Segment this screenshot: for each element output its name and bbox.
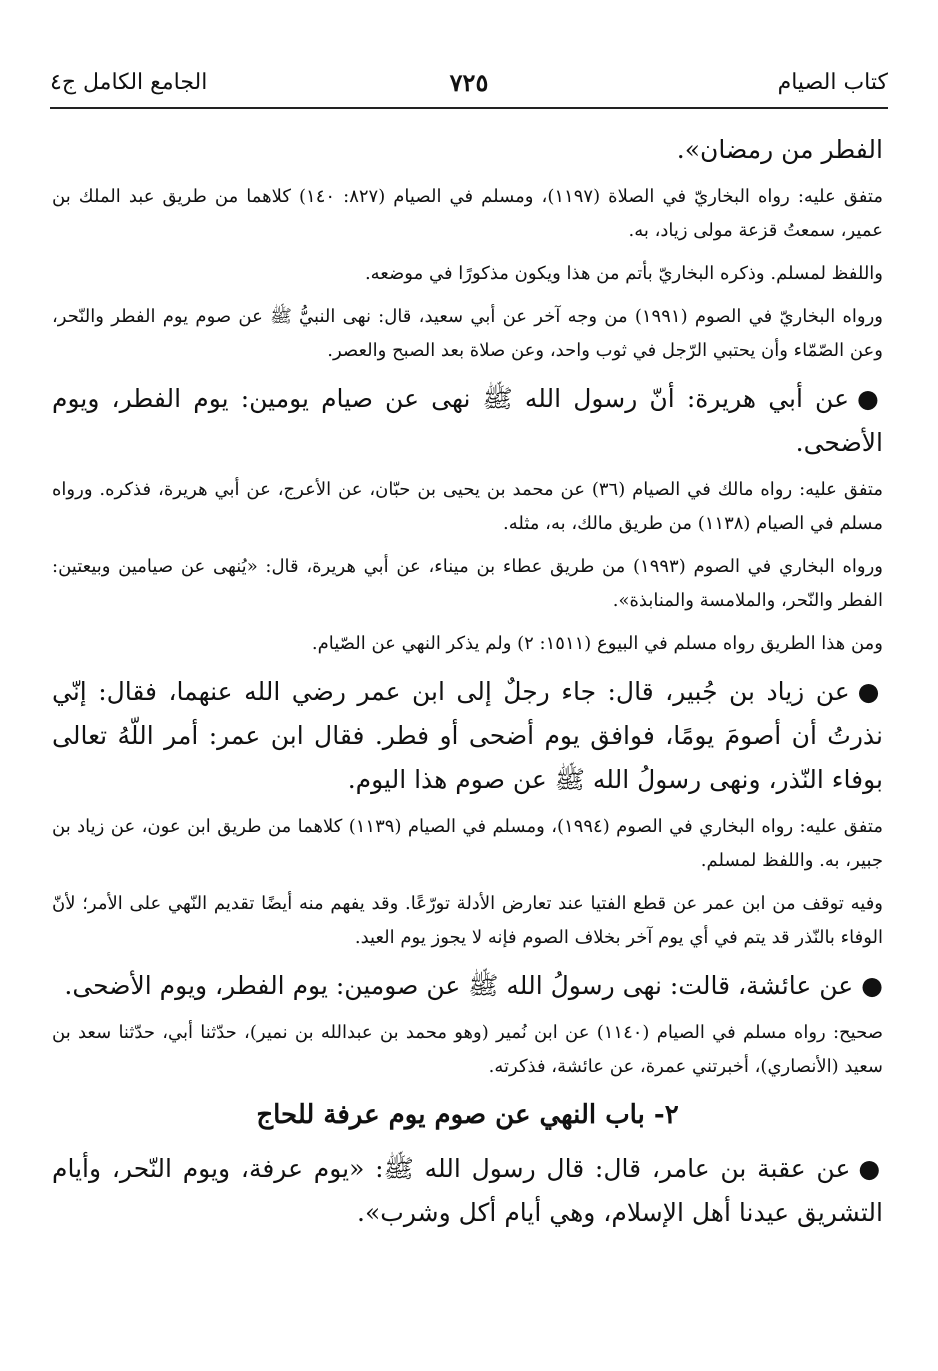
takhrij-note: ورواه البخاري في الصوم (١٩٩٣) من طريق عطاء بن ميناء، عن أبي هريرة، قال: «يُنهى عن صيامين وبيعتين: الفطر والنّحر، والملامسة والمنابذة».: [52, 556, 883, 611]
section-heading: ٢- باب النهي عن صوم يوم عرفة للحاج: [256, 1100, 679, 1130]
header-rule: [50, 107, 888, 109]
commentary-note: وفيه توقف من ابن عمر عن قطع الفتيا عند تعارض الأدلة تورّعًا. وقد يفهم منه أيضًا تقديم النّهي على الأمر؛ لأنّ الوفاء بالنّذر قد يتم في أي يوم آخر بخلاف الصوم فإنه لا يجوز يوم العيد.: [52, 893, 883, 948]
bullet-icon: ●: [857, 677, 883, 706]
takhrij-note: صحيح: رواه مسلم في الصيام (١١٤٠) عن ابن نُمير (وهو محمد بن عبدالله بن نمير)، حدّثنا أبي، حدّثنا سعد بن سعيد (الأنصاري)، أخبرتني عمرة، عن عائشة، فذكرته.: [52, 1022, 883, 1077]
chapter-title: كتاب الصيام: [777, 70, 888, 95]
hadith-text-continuation: الفطر من رمضان».: [676, 135, 883, 164]
hadith-text: ●عن زياد بن جُبير، قال: جاء رجلٌ إلى ابن عمر رضي الله عنهما، فقال: إنّي نذرتُ أن أصومَ يومًا، فوافق يوم أضحى أو فطر. فقال ابن عمر: أمر اللّهُ تعالى بوفاء النّذر، ونهى رسولُ الله ﷺ عن صوم هذا اليوم.: [52, 677, 883, 794]
commentary-note: واللفظ لمسلم. وذكره البخاريّ بأتم من هذا ويكون مذكورًا في موضعه.: [364, 263, 883, 284]
page-header: [50, 64, 888, 104]
hadith-text: ●عن أبي هريرة: أنّ رسول الله ﷺ نهى عن صيام يومين: يوم الفطر، ويوم الأضحى.: [52, 384, 883, 457]
page-body: [52, 128, 883, 1243]
takhrij-note: متفق عليه: رواه مالك في الصيام (٣٦) عن محمد بن يحيى بن حبّان، عن الأعرج، عن أبي هريرة، فذكره. ورواه مسلم في الصيام (١١٣٨) من طريق مالك، به، مثله.: [52, 479, 884, 534]
page-number: ٧٢٥: [449, 68, 489, 97]
takhrij-note: ورواه البخاريّ في الصوم (١٩٩١) من وجه آخر عن أبي سعيد، قال: نهى النبيُّ ﷺ عن صوم يوم الفطر والنّحر، وعن الصّمّاء وأن يحتبي الرّجل في ثوب واحد، وعن صلاة بعد الصبح والعصر.: [52, 306, 883, 361]
book-title: الجامع الكامل ج٤: [50, 70, 208, 95]
takhrij-note: متفق عليه: رواه البخاري في الصوم (١٩٩٤)، ومسلم في الصيام (١١٣٩) كلاهما من طريق ابن عون، عن زياد بن جبير، به. واللفظ لمسلم.: [52, 816, 883, 871]
hadith-text: ●عن عائشة، قالت: نهى رسولُ الله ﷺ عن صومين: يوم الفطر، ويوم الأضحى.: [64, 971, 883, 1000]
bullet-icon: ●: [858, 1154, 883, 1183]
bullet-icon: ●: [861, 971, 883, 1000]
takhrij-note: متفق عليه: رواه البخاريّ في الصلاة (١١٩٧)، ومسلم في الصيام (٨٢٧: ١٤٠) كلاهما من طريق عبد الملك بن عمير، سمعتُ قزعة مولى زياد، به.: [52, 186, 883, 241]
bullet-icon: ●: [857, 384, 883, 413]
hadith-text: ●عن عقبة بن عامر، قال: قال رسول الله ﷺ: «يوم عرفة، ويوم النّحر، وأيام التشريق عيدنا أهل الإسلام، وهي أيام أكل وشرب».: [52, 1154, 883, 1227]
takhrij-note: ومن هذا الطريق رواه مسلم في البيوع (١٥١١: ٢) ولم يذكر النهي عن الصّيام.: [311, 633, 883, 654]
